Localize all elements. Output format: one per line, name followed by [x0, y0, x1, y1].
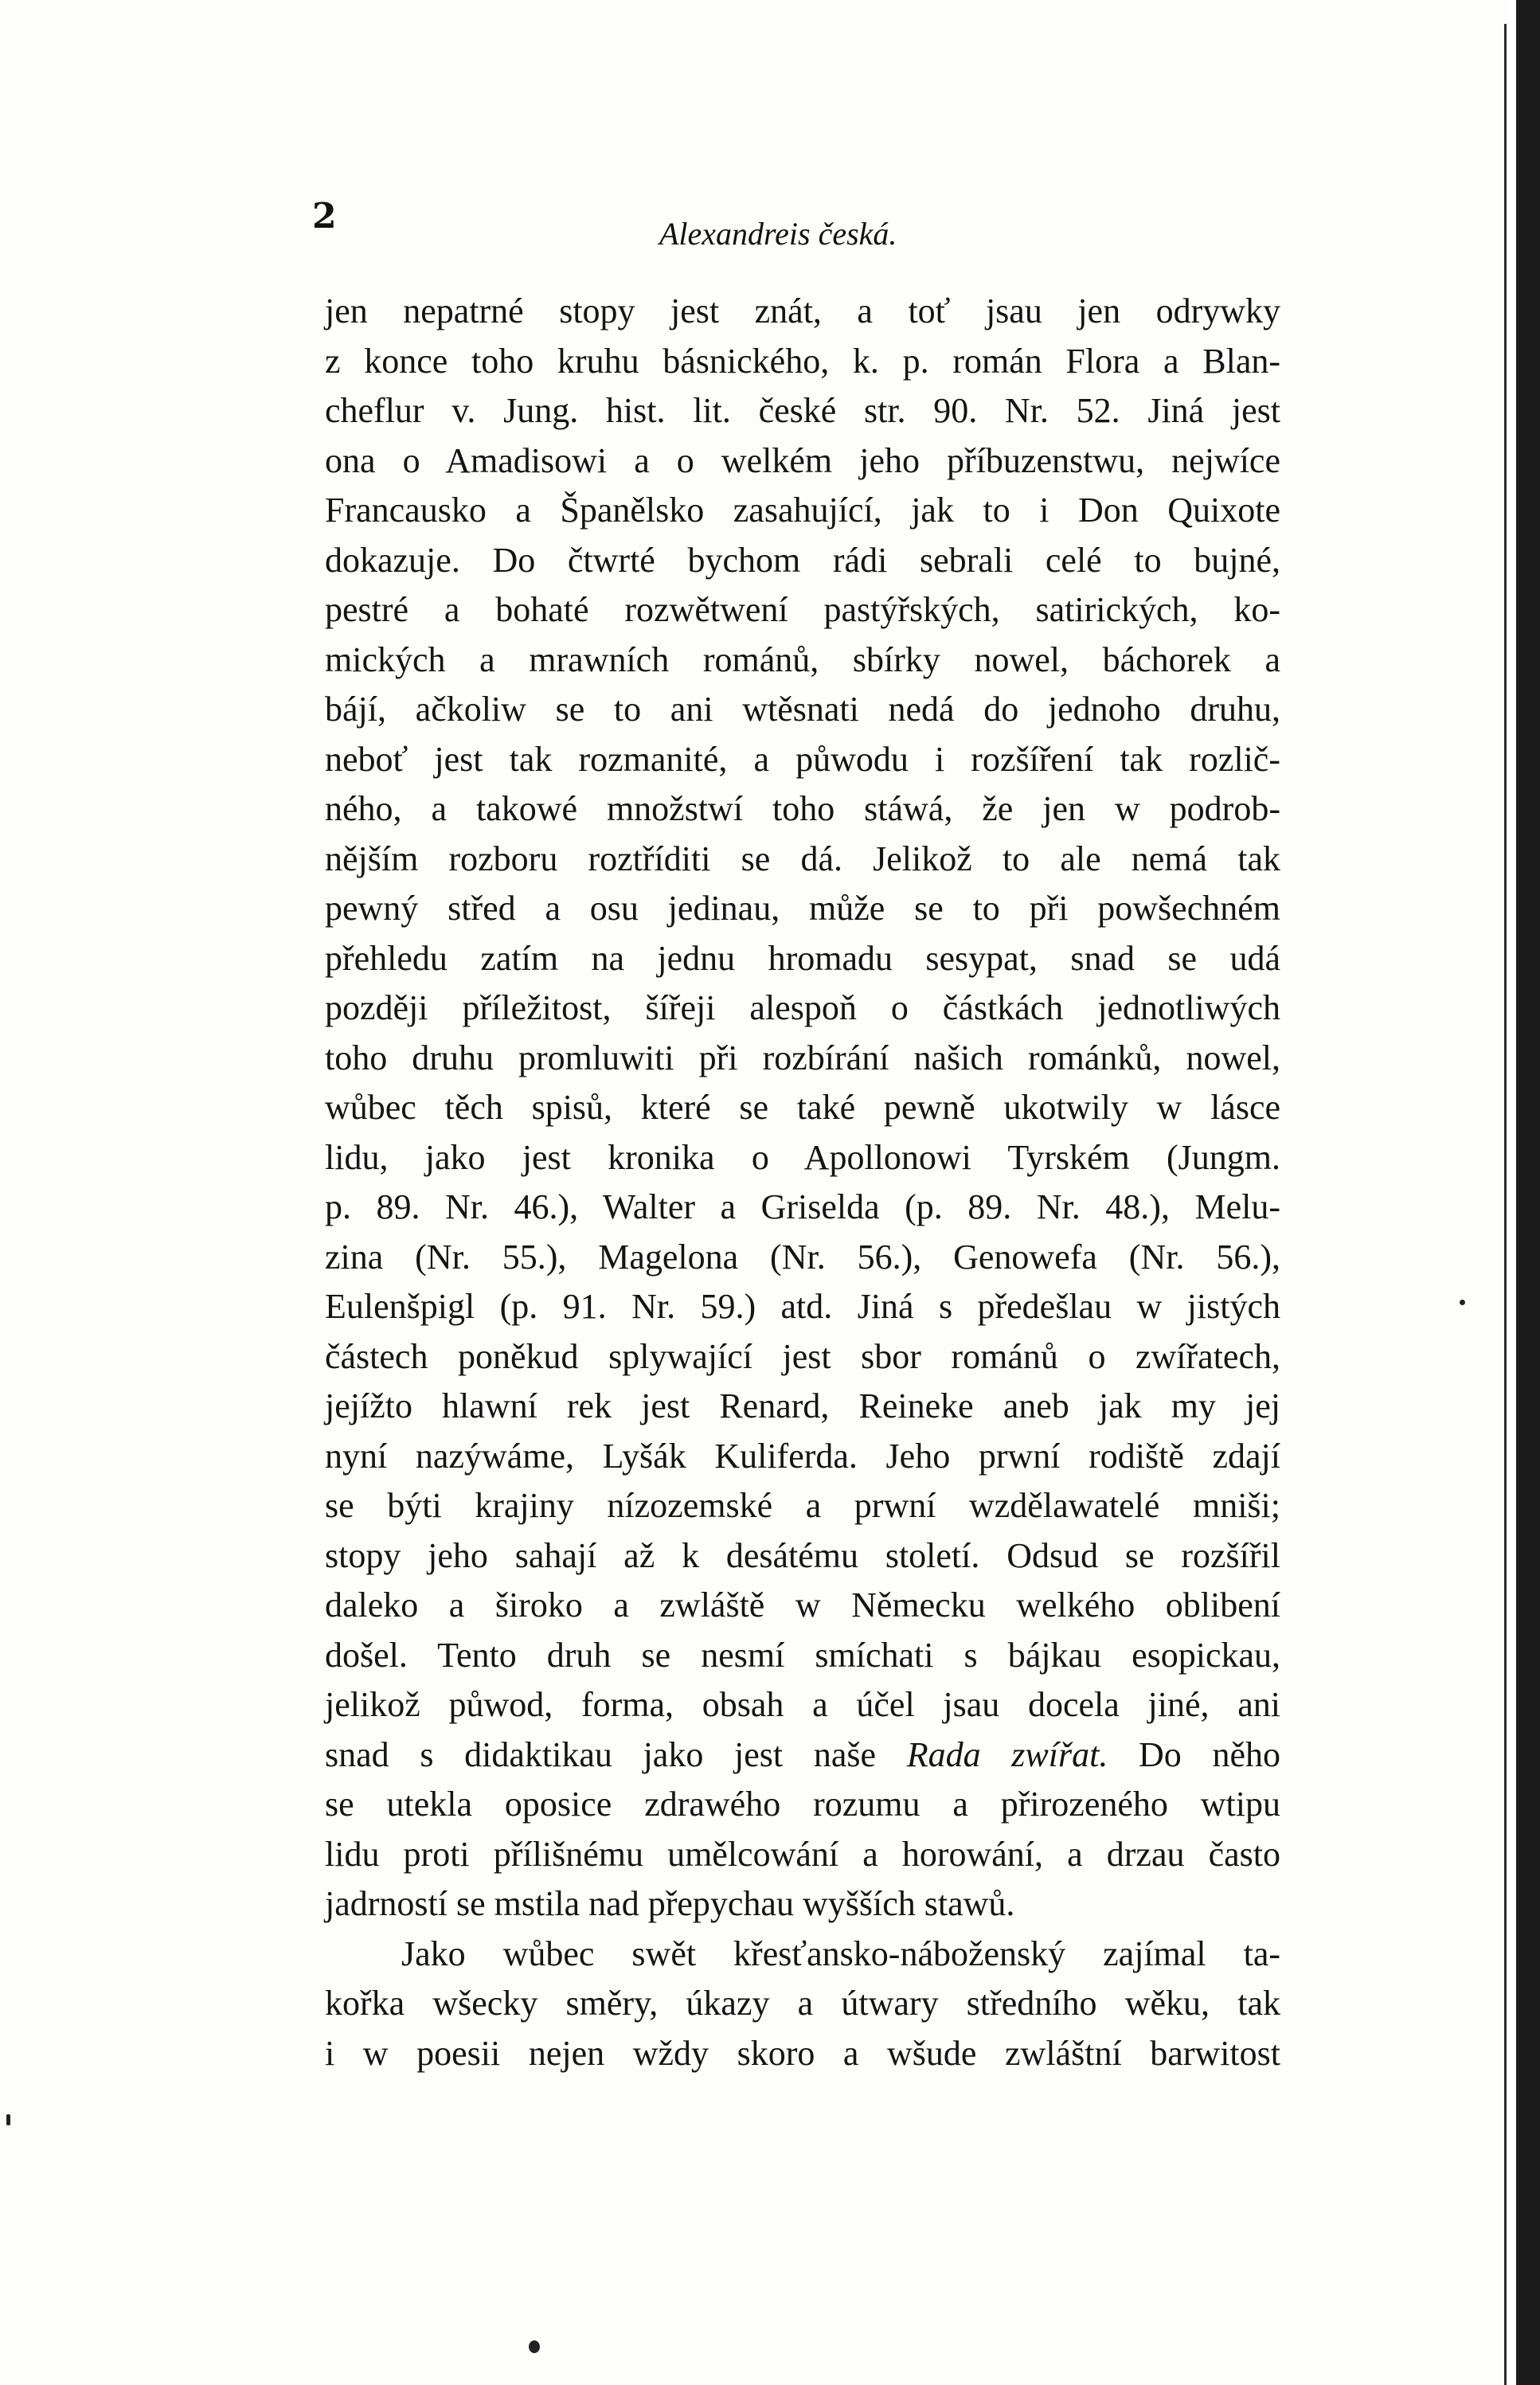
text-line: i w poesii nejen wždy skoro a wšude zwláštní barwitost: [325, 2033, 1280, 2073]
text-line: dokazuje. Do čtwrté bychom rádi sebrali celé to bujné,: [325, 540, 1280, 580]
text-line: toho druhu promluwiti při rozbírání našich románků, nowel,: [325, 1038, 1280, 1077]
text-line: částech poněkud splywající jest sbor románů o zwířatech,: [325, 1336, 1280, 1376]
text-line: mických a mrawních románů, sbírky nowel, báchorek a: [325, 639, 1280, 679]
italic-title: Rada zwířat.: [906, 1734, 1108, 1774]
text-line: neboť jest tak rozmanité, a půwodu i rozšíření tak rozlič-: [325, 739, 1280, 779]
text-line: ona o Amadisowi a o welkém jeho příbuzenstwu, nejwíce: [325, 440, 1280, 480]
text-line: stopy jeho sahají až k desátému století. Odsud se rozšířil: [325, 1535, 1280, 1575]
text-line: pewný střed a osu jedinau, může se to při powšechném: [325, 889, 1280, 928]
text-line: p. 89. Nr. 46.), Walter a Griselda (p. 89. Nr. 48.), Melu-: [325, 1187, 1280, 1226]
text-line: Jako wůbec swět křesťansko-náboženský zajímal ta-: [401, 1933, 1280, 1973]
text-line: lidu, jako jest kronika o Apollonowi Tyrském (Jungm.: [325, 1137, 1280, 1177]
text-line: pestré a bohaté rozwětwení pastýřských, satirických, ko-: [325, 590, 1280, 629]
text-line: lidu proti přílišnému umělcowání a horowání, a drzau často: [325, 1834, 1280, 1874]
text-line: jadrností se mstila nad přepychau wyšších stawů.: [325, 1884, 1015, 1923]
text-line: se býti krajiny nízozemské a prwní wzdělawatelé mniši;: [325, 1486, 1280, 1525]
text-line: jen nepatrné stopy jest znát, a toť jsau jen odrywky: [325, 291, 1280, 330]
text-line: cheflur v. Jung. hist. lit. české str. 90. Nr. 52. Jiná jest: [325, 391, 1280, 430]
text-line: jelikož půwod, forma, obsah a účel jsau docela jiné, ani: [325, 1685, 1280, 1724]
text-line: se utekla oposice zdrawého rozumu a přirozeného wtipu: [325, 1785, 1280, 1824]
running-title: Alexandreis česká.: [659, 216, 897, 252]
text-line: později příležitost, šířeji alespoň o částkách jednotliwých: [325, 988, 1280, 1027]
text-line: Eulenšpigl (p. 91. Nr. 59.) atd. Jiná s předešlau w jistých: [325, 1287, 1280, 1326]
text-line: došel. Tento druh se nesmí smíchati s bájkau esopickau,: [325, 1635, 1280, 1675]
text-line: ného, a takowé množstwí toho stáwá, že jen w podrob-: [325, 789, 1280, 828]
text-line: daleko a široko a zwláště w Německu welkého oblibení: [325, 1585, 1280, 1625]
text-line: nějším rozboru roztříditi se dá. Jelikož to ale nemá tak: [325, 839, 1280, 878]
text-line: bájí, ačkoliw se to ani wtěsnati nedá do jednoho druhu,: [325, 690, 1280, 729]
text-line: kořka wšecky směry, úkazy a útwary středního wěku, tak: [325, 1984, 1280, 2023]
page-number: 2: [312, 196, 337, 237]
body-text: [325, 287, 1280, 2078]
text-line: snad s didaktikau jako jest naše Rada zwířat. Do něho: [325, 1734, 1281, 1774]
print-speck: [529, 2340, 540, 2353]
text-line: wůbec těch spisů, které se také pewně ukotwily w lásce: [325, 1088, 1280, 1127]
text-line: z konce toho kruhu básnického, k. p. román Flora a Blan-: [325, 341, 1280, 381]
text-line: nyní nazýwáme, Lyšák Kuliferda. Jeho prwní rodiště zdají: [325, 1436, 1280, 1476]
print-speck: [1460, 1300, 1465, 1305]
text-line: Francausko a Španělsko zasahující, jak to i Don Quixote: [325, 491, 1280, 530]
print-speck: [6, 2114, 10, 2125]
scan-border: [1516, 0, 1540, 2385]
page-edge-line: [1504, 24, 1507, 2385]
text-line: přehledu zatím na jednu hromadu sesypat, snad se udá: [325, 938, 1280, 978]
text-line: zina (Nr. 55.), Magelona (Nr. 56.), Genowefa (Nr. 56.),: [325, 1237, 1280, 1277]
text-line: jejížto hlawní rek jest Renard, Reineke aneb jak my jej: [325, 1386, 1280, 1425]
